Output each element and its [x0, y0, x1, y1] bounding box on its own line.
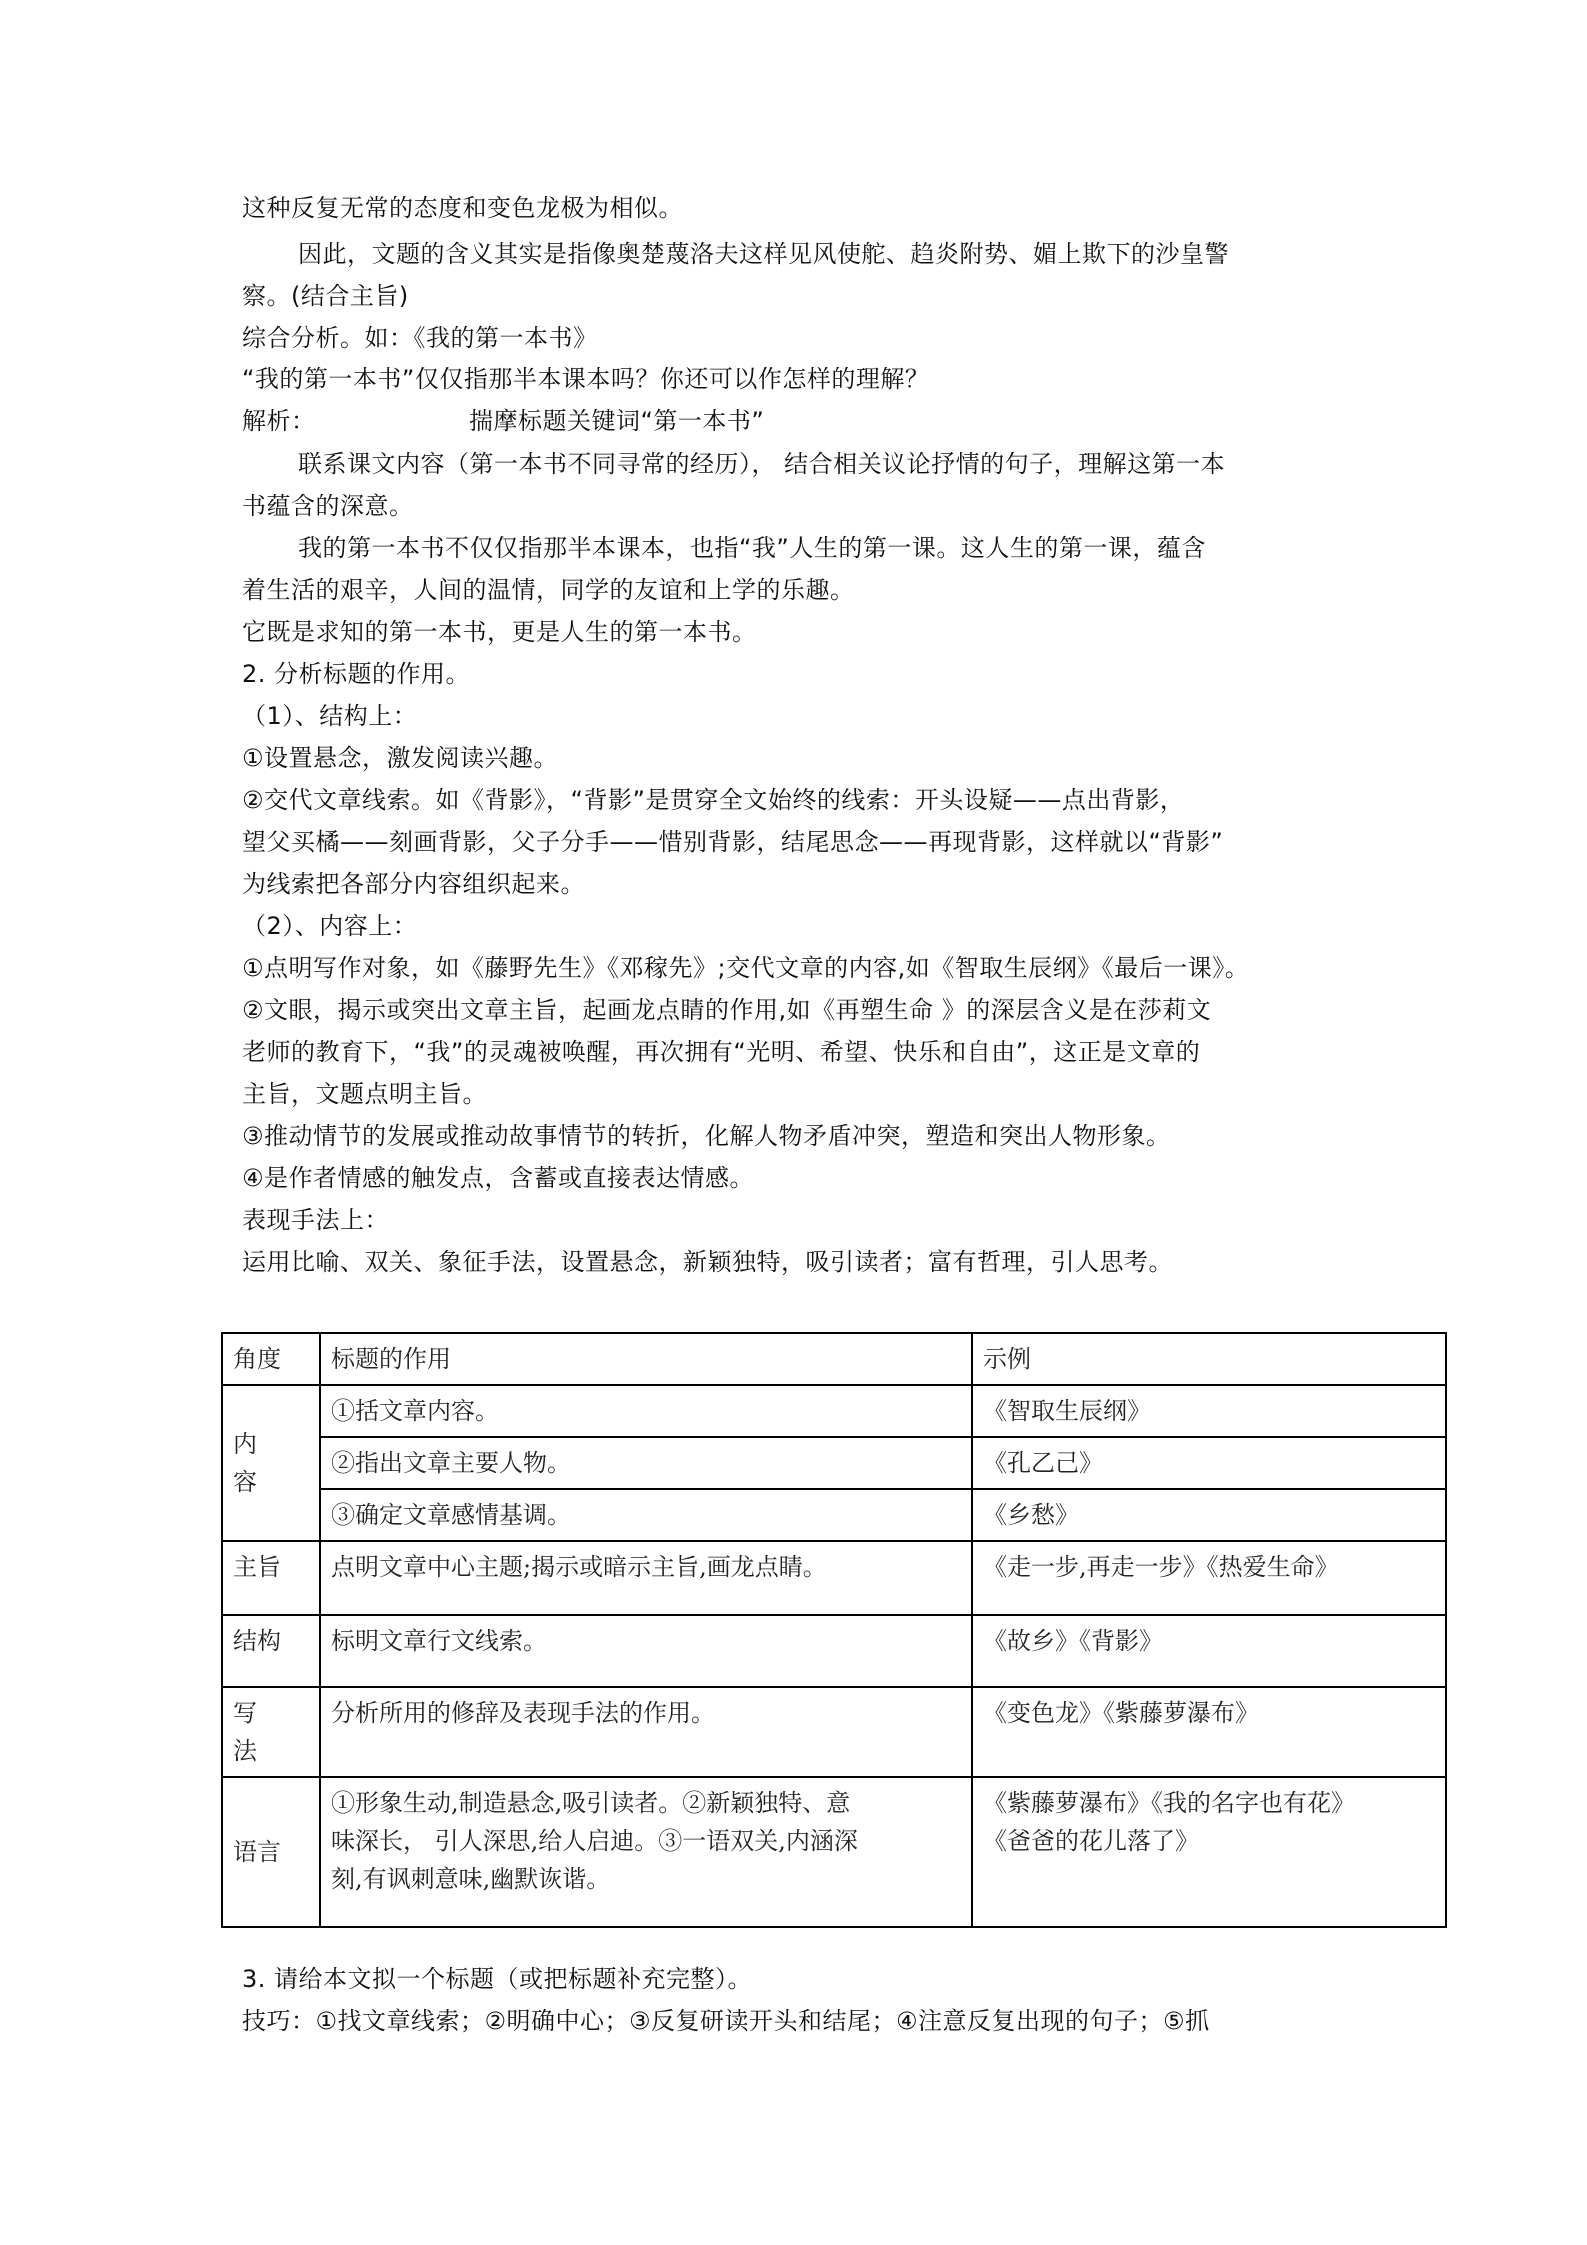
text-line: 着生活的艰辛，人间的温情，同学的友谊和上学的乐趣。 [242, 576, 855, 604]
text-line: 望父买橘——刻画背影，父子分手——惜别背影，结尾思念——再现背影，这样就以“背影” [242, 828, 1224, 856]
table-header-row [222, 1333, 1446, 1385]
table-cell-example: 《乡愁》 [972, 1489, 1446, 1541]
text-line: 这种反复无常的态度和变色龙极为相似。 [242, 194, 683, 222]
table-cell-function: 标明文章行文线索。 [320, 1615, 972, 1687]
table-cell-function: ①括文章内容。 [320, 1385, 972, 1437]
table-row [222, 1777, 1446, 1927]
text-line: 书蕴含的深意。 [242, 492, 414, 520]
section-heading: 2. 分析标题的作用。 [242, 660, 471, 688]
table-cell-angle: 结构 [222, 1615, 320, 1687]
text-line: ①点明写作对象，如《藤野先生》《邓稼先》;交代文章的内容,如《智取生辰纲》《最后一课》。 [242, 954, 1250, 982]
text-line: 表现手法上： [242, 1206, 389, 1234]
table-cell-angle: 写 法 [222, 1687, 320, 1777]
table-header-cell: 标题的作用 [320, 1333, 972, 1385]
text-line: ③推动情节的发展或推动故事情节的转折，化解人物矛盾冲突，塑造和突出人物形象。 [242, 1122, 1171, 1150]
table-cell-angle: 主旨 [222, 1541, 320, 1615]
table-cell-example: 《故乡》《背影》 [972, 1615, 1446, 1687]
table-cell-example: 《紫藤萝瀑布》《我的名字也有花》 《爸爸的花儿落了》 [972, 1777, 1446, 1927]
text-line: ②交代文章线索。如《背影》，“背影”是贯穿全文始终的线索：开头设疑——点出背影， [242, 786, 1185, 814]
subsection-heading: （2）、内容上： [242, 912, 418, 940]
text-line: 我的第一本书不仅仅指那半本课本，也指“我”人生的第一课。这人生的第一课，蕴含 [298, 534, 1206, 562]
table-row [222, 1541, 1446, 1615]
table-row [222, 1385, 1446, 1437]
text-line: 技巧：①找文章线索；②明确中心；③反复研读开头和结尾；④注意反复出现的句子；⑤抓 [242, 2007, 1210, 2035]
text-line: 为线索把各部分内容组织起来。 [242, 870, 585, 898]
table-cell-example: 《变色龙》《紫藤萝瀑布》 [972, 1687, 1446, 1777]
table-cell-function: 分析所用的修辞及表现手法的作用。 [320, 1687, 972, 1777]
text-line: 揣摩标题关键词“第一本书” [469, 407, 765, 435]
table-cell-example: 《走一步,再走一步》《热爱生命》 [972, 1541, 1446, 1615]
table-cell-function: ①形象生动,制造悬念,吸引读者。②新颖独特、意 味深长， 引人深思,给人启迪。③一语双关,内涵深 刻,有讽刺意味,幽默诙谐。 [320, 1777, 972, 1927]
table-cell-function: ②指出文章主要人物。 [320, 1437, 972, 1489]
text-line: ④是作者情感的触发点，含蓄或直接表达情感。 [242, 1164, 755, 1192]
text-line: 综合分析。如：《我的第一本书》 [242, 324, 598, 352]
text-line: 察。(结合主旨) [242, 282, 409, 310]
table-row [222, 1489, 1446, 1541]
table-cell-function: 点明文章中心主题;揭示或暗示主旨,画龙点睛。 [320, 1541, 972, 1615]
text-line: 它既是求知的第一本书，更是人生的第一本书。 [242, 618, 757, 646]
text-line: “我的第一本书”仅仅指那半本课本吗？你还可以作怎样的理解？ [242, 365, 930, 393]
table-cell-angle: 语言 [222, 1777, 320, 1927]
text-line: ②文眼，揭示或突出文章主旨，起画龙点睛的作用,如《再塑生命 》的深层含义是在莎莉文 [242, 996, 1212, 1024]
table-cell-example: 《智取生辰纲》 [972, 1385, 1446, 1437]
text-line: 老师的教育下，“我”的灵魂被唤醒，再次拥有“光明、希望、快乐和自由”，这正是文章的 [242, 1038, 1201, 1066]
table-row [222, 1615, 1446, 1687]
section-heading: 3. 请给本文拟一个标题（或把标题补充完整）。 [242, 1965, 753, 1993]
title-function-table [221, 1332, 1447, 1928]
table-header-cell: 示例 [972, 1333, 1446, 1385]
table-row [222, 1687, 1446, 1777]
table-header-cell: 角度 [222, 1333, 320, 1385]
table-row [222, 1437, 1446, 1489]
text-line: 联系课文内容（第一本书不同寻常的经历）， 结合相关议论抒情的句子，理解这第一本 [298, 450, 1226, 478]
subsection-heading: （1）、结构上： [242, 702, 418, 730]
text-line: 运用比喻、双关、象征手法，设置悬念，新颖独特，吸引读者；富有哲理，引人思考。 [242, 1248, 1173, 1276]
table-cell-function: ③确定文章感情基调。 [320, 1489, 972, 1541]
table-cell-angle: 内 容 [222, 1385, 320, 1541]
text-line: ①设置悬念，激发阅读兴趣。 [242, 744, 559, 772]
text-line: 主旨，文题点明主旨。 [242, 1080, 487, 1108]
text-line: 解析： [242, 407, 316, 435]
text-line: 因此，文题的含义其实是指像奥楚蔑洛夫这样见风使舵、趋炎附势、媚上欺下的沙皇警 [298, 240, 1229, 268]
table-cell-example: 《孔乙己》 [972, 1437, 1446, 1489]
